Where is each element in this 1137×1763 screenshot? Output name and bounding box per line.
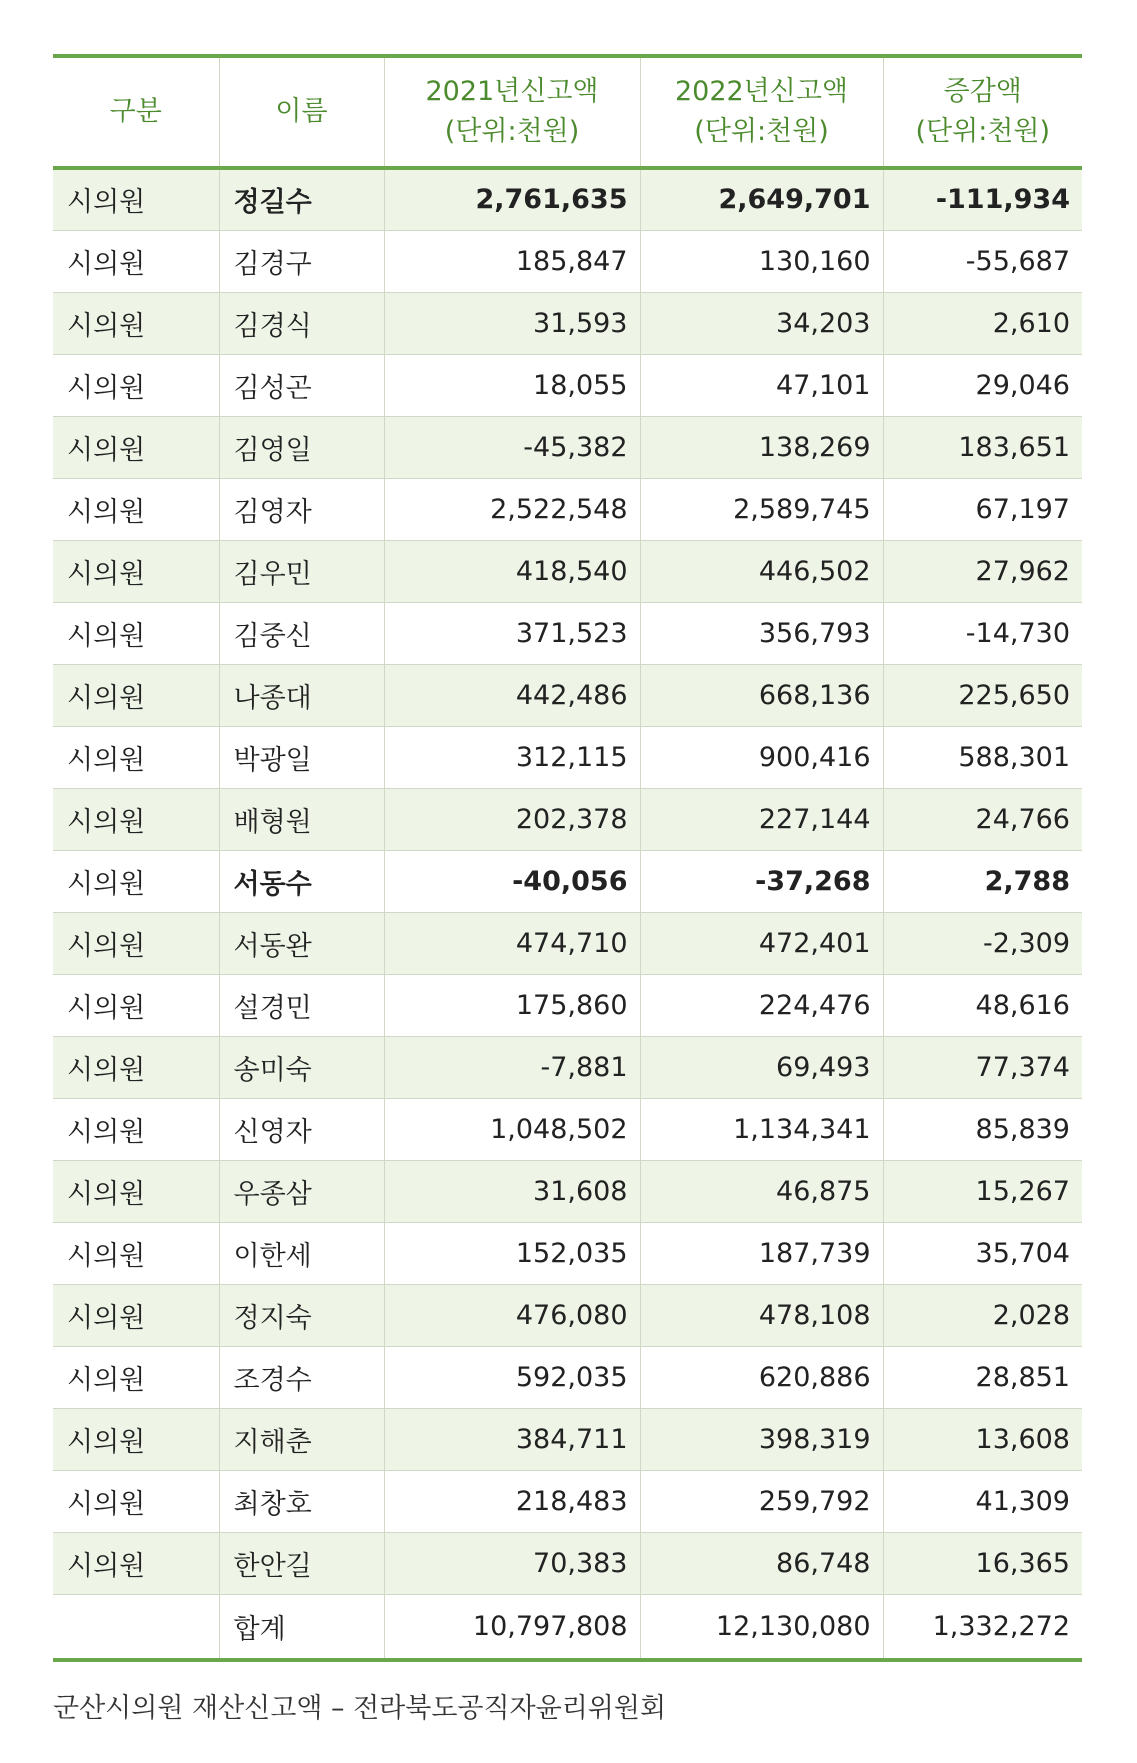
name-cell: 이한세 — [219, 1222, 384, 1284]
amount-2021-cell: -40,056 — [384, 850, 640, 912]
change-cell: 29,046 — [883, 354, 1082, 416]
amount-2022-cell: 668,136 — [640, 664, 883, 726]
table-body — [53, 168, 1082, 1594]
category-cell: 시의원 — [53, 1346, 219, 1408]
category-cell: 시의원 — [53, 1532, 219, 1594]
amount-2022-cell: 47,101 — [640, 354, 883, 416]
name-cell: 한안길 — [219, 1532, 384, 1594]
amount-2021-cell: 31,608 — [384, 1160, 640, 1222]
table-row — [53, 1284, 1082, 1346]
amount-2021-cell: 312,115 — [384, 726, 640, 788]
amount-2022-cell: 2,649,701 — [640, 168, 883, 230]
name-cell: 나종대 — [219, 664, 384, 726]
amount-2021-cell: 152,035 — [384, 1222, 640, 1284]
total-label-cell: 합계 — [219, 1594, 384, 1660]
amount-2021-cell: 474,710 — [384, 912, 640, 974]
name-cell: 박광일 — [219, 726, 384, 788]
source-caption: 군산시의원 재산신고액 – 전라북도공직자윤리위원회 — [53, 1693, 667, 1724]
change-cell: -111,934 — [883, 168, 1082, 230]
table-row — [53, 1160, 1082, 1222]
name-cell: 김영일 — [219, 416, 384, 478]
change-cell: 77,374 — [883, 1036, 1082, 1098]
amount-2022-cell: 446,502 — [640, 540, 883, 602]
change-cell: -14,730 — [883, 602, 1082, 664]
table-row — [53, 1222, 1082, 1284]
table-row — [53, 230, 1082, 292]
change-cell: 28,851 — [883, 1346, 1082, 1408]
header-2022-amount: 2022년신고액 (단위:천원) — [640, 56, 883, 168]
amount-2022-cell: 138,269 — [640, 416, 883, 478]
table-row — [53, 354, 1082, 416]
amount-2021-cell: 418,540 — [384, 540, 640, 602]
category-cell: 시의원 — [53, 1098, 219, 1160]
table-row — [53, 788, 1082, 850]
name-cell: 정길수 — [219, 168, 384, 230]
amount-2022-cell: 2,589,745 — [640, 478, 883, 540]
table-row — [53, 1408, 1082, 1470]
amount-2021-cell: 70,383 — [384, 1532, 640, 1594]
change-cell: 2,788 — [883, 850, 1082, 912]
amount-2022-cell: 356,793 — [640, 602, 883, 664]
category-cell: 시의원 — [53, 974, 219, 1036]
category-cell: 시의원 — [53, 850, 219, 912]
table-row — [53, 416, 1082, 478]
change-cell: 48,616 — [883, 974, 1082, 1036]
amount-2022-cell: 259,792 — [640, 1470, 883, 1532]
category-cell: 시의원 — [53, 354, 219, 416]
amount-2021-cell: 476,080 — [384, 1284, 640, 1346]
name-cell: 김중신 — [219, 602, 384, 664]
total-category-cell — [53, 1594, 219, 1660]
table-row — [53, 168, 1082, 230]
amount-2021-cell: 1,048,502 — [384, 1098, 640, 1160]
table-row — [53, 292, 1082, 354]
amount-2022-cell: 1,134,341 — [640, 1098, 883, 1160]
name-cell: 정지숙 — [219, 1284, 384, 1346]
amount-2022-cell: 46,875 — [640, 1160, 883, 1222]
table-row — [53, 1532, 1082, 1594]
change-cell: 24,766 — [883, 788, 1082, 850]
table-row — [53, 664, 1082, 726]
name-cell: 서동수 — [219, 850, 384, 912]
change-cell: 27,962 — [883, 540, 1082, 602]
name-cell: 김성곤 — [219, 354, 384, 416]
amount-2021-cell: 384,711 — [384, 1408, 640, 1470]
change-cell: 85,839 — [883, 1098, 1082, 1160]
name-cell: 서동완 — [219, 912, 384, 974]
change-cell: 2,028 — [883, 1284, 1082, 1346]
change-cell: 41,309 — [883, 1470, 1082, 1532]
amount-2022-cell: 227,144 — [640, 788, 883, 850]
amount-2021-cell: 18,055 — [384, 354, 640, 416]
amount-2022-cell: 398,319 — [640, 1408, 883, 1470]
table-row — [53, 850, 1082, 912]
category-cell: 시의원 — [53, 230, 219, 292]
amount-2021-cell: 185,847 — [384, 230, 640, 292]
amount-2022-cell: 130,160 — [640, 230, 883, 292]
category-cell: 시의원 — [53, 1160, 219, 1222]
table-row — [53, 1470, 1082, 1532]
total-row — [53, 1594, 1082, 1660]
category-cell: 시의원 — [53, 1408, 219, 1470]
table-row — [53, 1346, 1082, 1408]
amount-2022-cell: 620,886 — [640, 1346, 883, 1408]
category-cell: 시의원 — [53, 788, 219, 850]
change-cell: 588,301 — [883, 726, 1082, 788]
category-cell: 시의원 — [53, 478, 219, 540]
change-cell: 67,197 — [883, 478, 1082, 540]
change-cell: 183,651 — [883, 416, 1082, 478]
name-cell: 김우민 — [219, 540, 384, 602]
table-row — [53, 1098, 1082, 1160]
change-cell: -55,687 — [883, 230, 1082, 292]
name-cell: 송미숙 — [219, 1036, 384, 1098]
amount-2021-cell: 175,860 — [384, 974, 640, 1036]
change-cell: 2,610 — [883, 292, 1082, 354]
amount-2021-cell: 2,761,635 — [384, 168, 640, 230]
amount-2021-cell: -45,382 — [384, 416, 640, 478]
amount-2022-cell: 34,203 — [640, 292, 883, 354]
amount-2022-cell: -37,268 — [640, 850, 883, 912]
name-cell: 지해춘 — [219, 1408, 384, 1470]
name-cell: 배형원 — [219, 788, 384, 850]
table-row — [53, 602, 1082, 664]
name-cell: 최창호 — [219, 1470, 384, 1532]
category-cell: 시의원 — [53, 726, 219, 788]
category-cell: 시의원 — [53, 1222, 219, 1284]
category-cell: 시의원 — [53, 1284, 219, 1346]
amount-2021-cell: -7,881 — [384, 1036, 640, 1098]
category-cell: 시의원 — [53, 1470, 219, 1532]
category-cell: 시의원 — [53, 1036, 219, 1098]
change-cell: 35,704 — [883, 1222, 1082, 1284]
name-cell: 우종삼 — [219, 1160, 384, 1222]
asset-declaration-table-container — [53, 54, 1082, 1662]
category-cell: 시의원 — [53, 912, 219, 974]
amount-2022-cell: 187,739 — [640, 1222, 883, 1284]
amount-2022-cell: 478,108 — [640, 1284, 883, 1346]
category-cell: 시의원 — [53, 664, 219, 726]
category-cell: 시의원 — [53, 416, 219, 478]
header-2021-amount: 2021년신고액 (단위:천원) — [384, 56, 640, 168]
table-row — [53, 726, 1082, 788]
table-header — [53, 56, 1082, 168]
amount-2022-cell: 224,476 — [640, 974, 883, 1036]
change-cell: 13,608 — [883, 1408, 1082, 1470]
total-2021-cell: 10,797,808 — [384, 1594, 640, 1660]
name-cell: 김영자 — [219, 478, 384, 540]
total-change-cell: 1,332,272 — [883, 1594, 1082, 1660]
category-cell: 시의원 — [53, 168, 219, 230]
category-cell: 시의원 — [53, 540, 219, 602]
name-cell: 설경민 — [219, 974, 384, 1036]
amount-2021-cell: 442,486 — [384, 664, 640, 726]
amount-2021-cell: 371,523 — [384, 602, 640, 664]
table-row — [53, 478, 1082, 540]
amount-2022-cell: 69,493 — [640, 1036, 883, 1098]
change-cell: 225,650 — [883, 664, 1082, 726]
change-cell: -2,309 — [883, 912, 1082, 974]
header-row — [53, 56, 1082, 168]
total-2022-cell: 12,130,080 — [640, 1594, 883, 1660]
amount-2022-cell: 86,748 — [640, 1532, 883, 1594]
category-cell: 시의원 — [53, 602, 219, 664]
amount-2022-cell: 472,401 — [640, 912, 883, 974]
name-cell: 조경수 — [219, 1346, 384, 1408]
table-row — [53, 974, 1082, 1036]
amount-2021-cell: 31,593 — [384, 292, 640, 354]
amount-2021-cell: 218,483 — [384, 1470, 640, 1532]
header-name: 이름 — [219, 56, 384, 168]
amount-2022-cell: 900,416 — [640, 726, 883, 788]
amount-2021-cell: 202,378 — [384, 788, 640, 850]
change-cell: 15,267 — [883, 1160, 1082, 1222]
name-cell: 신영자 — [219, 1098, 384, 1160]
change-cell: 16,365 — [883, 1532, 1082, 1594]
table-row — [53, 540, 1082, 602]
header-change-amount: 증감액 (단위:천원) — [883, 56, 1082, 168]
category-cell: 시의원 — [53, 292, 219, 354]
name-cell: 김경구 — [219, 230, 384, 292]
asset-declaration-table — [53, 54, 1082, 1662]
table-row — [53, 1036, 1082, 1098]
amount-2021-cell: 2,522,548 — [384, 478, 640, 540]
amount-2021-cell: 592,035 — [384, 1346, 640, 1408]
header-category: 구분 — [53, 56, 219, 168]
table-row — [53, 912, 1082, 974]
table-footer — [53, 1594, 1082, 1660]
name-cell: 김경식 — [219, 292, 384, 354]
